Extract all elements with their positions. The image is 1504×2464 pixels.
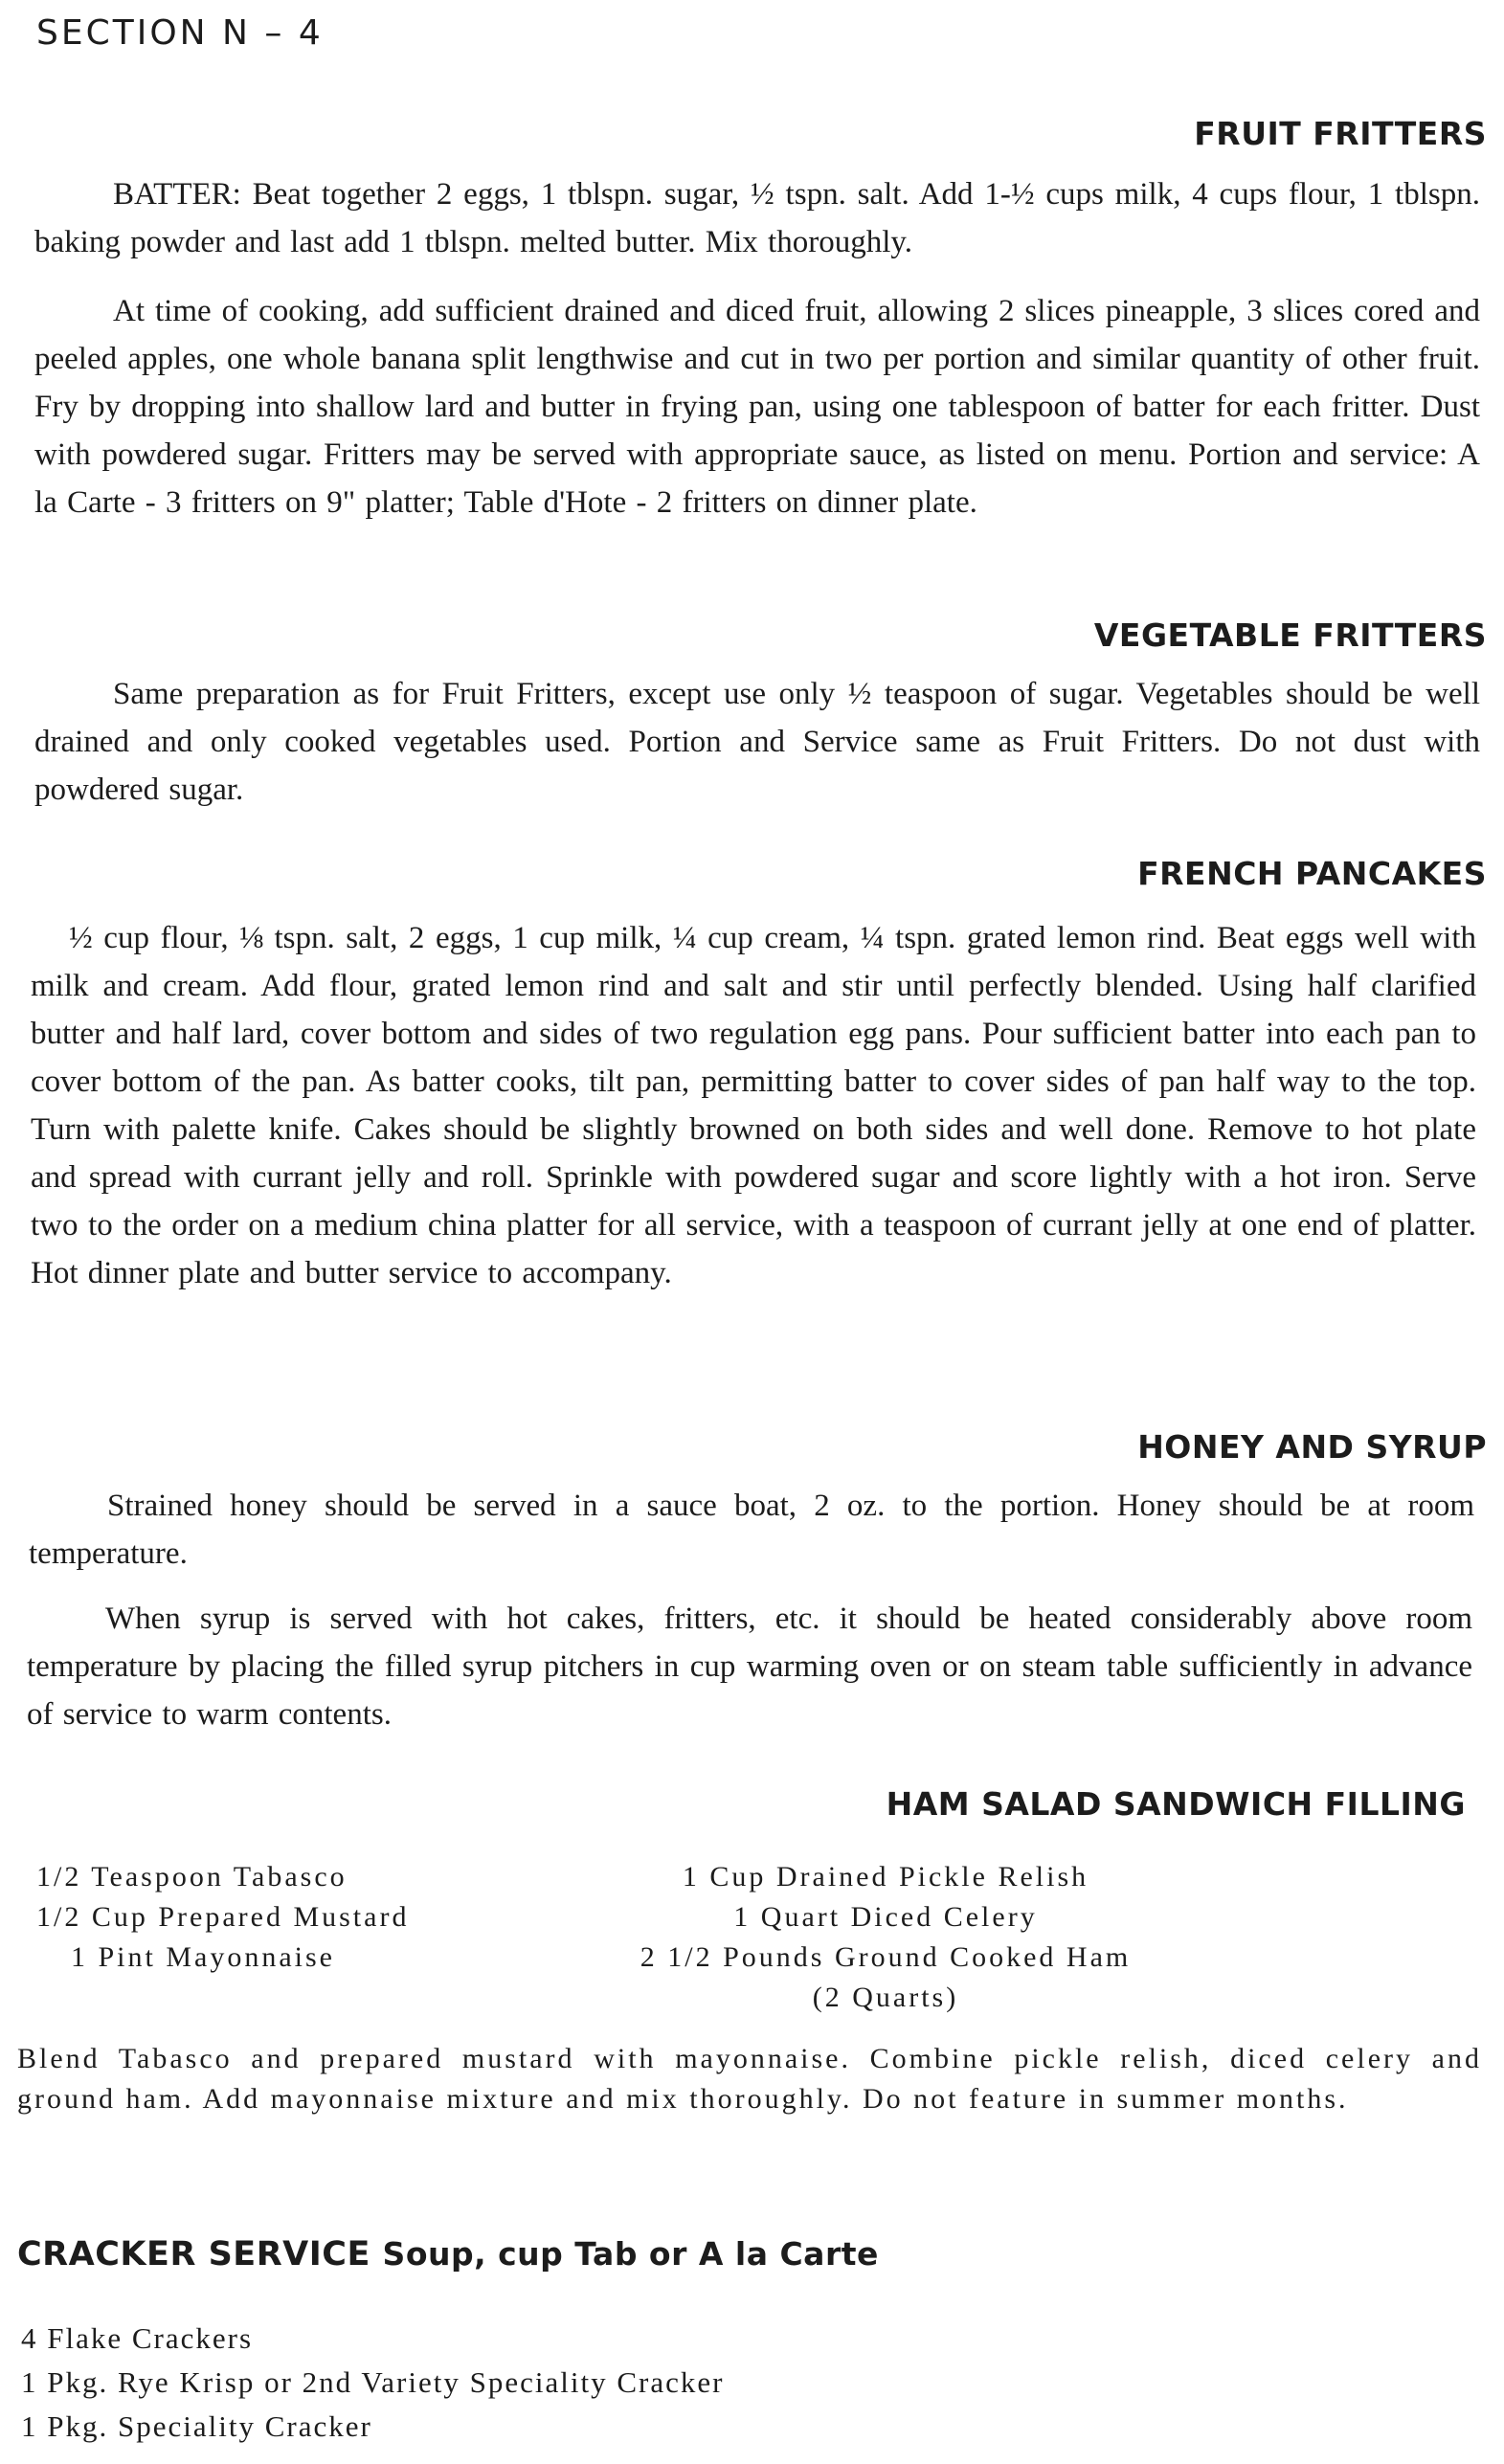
- ingredient-item: 2 1/2 Pounds Ground Cooked Ham: [640, 1941, 1132, 1973]
- cracker-service-list: [21, 2317, 724, 2449]
- fruit-fritters-heading: FRUIT FRITTERS: [1194, 115, 1487, 152]
- fruit-fritters-batter-paragraph: BATTER: Beat together 2 eggs, 1 tblspn. sugar, ½ tspn. salt. Add 1-½ cups milk, 4 cups flour, 1 tblspn. baking powder and last add 1 tblspn. melted butter. Mix thoroughly.: [34, 177, 1480, 259]
- fruit-fritters-cooking-paragraph: At time of cooking, add sufficient drained and diced fruit, allowing 2 slices pineapple, 3 slices cored and peeled apples, one whole banana split lengthwise and cut in two per portion and similar quantity of other fruit. Fry by dropping into shallow lard and butter in frying pan, using one tablespoon of batter for each fritter. Dust with powdered sugar. Fritters may be served with appropriate sauce, as listed on menu. Portion and service: A la Carte - 3 fritters on 9" platter; Table d'Hote - 2 fritters on dinner plate.: [34, 294, 1480, 520]
- ham-salad-left-ingredients: [36, 1857, 409, 1978]
- ham-salad-right-ingredients: [574, 1857, 1197, 2018]
- ham-salad-instructions: Blend Tabasco and prepared mustard with mayonnaise. Combine pickle relish, diced celery and ground ham. Add mayonnaise mixture and mix thoroughly. Do not feature in summer months.: [17, 2043, 1482, 2115]
- list-item: 4 Flake Crackers: [21, 2321, 254, 2355]
- cracker-service-subtitle: Soup, cup Tab or A la Carte: [382, 2235, 879, 2273]
- ingredient-item: 1/2 Cup Prepared Mustard: [36, 1901, 410, 1933]
- ingredient-item: 1/2 Teaspoon Tabasco: [36, 1861, 348, 1893]
- list-item: 1 Pkg. Speciality Cracker: [21, 2409, 372, 2443]
- honey-paragraph: Strained honey should be served in a sauce boat, 2 oz. to the portion. Honey should be at room temperature.: [29, 1489, 1474, 1571]
- syrup-paragraph: When syrup is served with hot cakes, fritters, etc. it should be heated considerably above room temperature by placing the filled syrup pitchers in cup warming oven or on steam table sufficiently in advance of service to warm contents.: [27, 1602, 1472, 1732]
- ingredient-item: 1 Quart Diced Celery: [733, 1901, 1038, 1933]
- cracker-service-title: CRACKER SERVICE: [17, 2235, 370, 2274]
- french-pancakes-heading: FRENCH PANCAKES: [1137, 855, 1487, 892]
- ingredient-item: (2 Quarts): [812, 1982, 959, 2013]
- cracker-service-heading: [17, 2235, 879, 2274]
- ingredient-item: 1 Pint Mayonnaise: [71, 1941, 335, 1973]
- french-pancakes-paragraph: ½ cup flour, ⅛ tspn. salt, 2 eggs, 1 cup milk, ¼ cup cream, ¼ tspn. grated lemon rind. Beat eggs well with milk and cream. Add flour, grated lemon rind and salt and stir until perfectly blended. Using half clarified butter and half lard, cover bottom and sides of two regulation egg pans. Pour sufficient batter into each pan to cover bottom of the pan. As batter cooks, tilt pan, permitting batter to cover sides of pan half way to the top. Turn with palette knife. Cakes should be slightly browned on both sides and well done. Remove to hot plate and spread with currant jelly and roll. Sprinkle with powdered sugar and score lightly with a hot iron. Serve two to the order on a medium china platter for all service, with a teaspoon of currant jelly at one end of platter. Hot dinner plate and butter service to accompany.: [31, 921, 1476, 1290]
- ham-salad-heading: HAM SALAD SANDWICH FILLING: [886, 1785, 1466, 1823]
- list-item: 1 Pkg. Rye Krisp or 2nd Variety Speciality Cracker: [21, 2365, 725, 2399]
- vegetable-fritters-heading: VEGETABLE FRITTERS: [1093, 616, 1487, 654]
- ingredient-item: 1 Cup Drained Pickle Relish: [682, 1861, 1089, 1893]
- section-label: SECTION N – 4: [36, 13, 324, 53]
- honey-syrup-heading: HONEY AND SYRUP: [1137, 1428, 1487, 1466]
- vegetable-fritters-paragraph: Same preparation as for Fruit Fritters, except use only ½ teaspoon of sugar. Vegetables should be well drained and only cooked vegetables used. Portion and Service same as Fruit Fritters. Do not dust with powdered sugar.: [34, 677, 1480, 807]
